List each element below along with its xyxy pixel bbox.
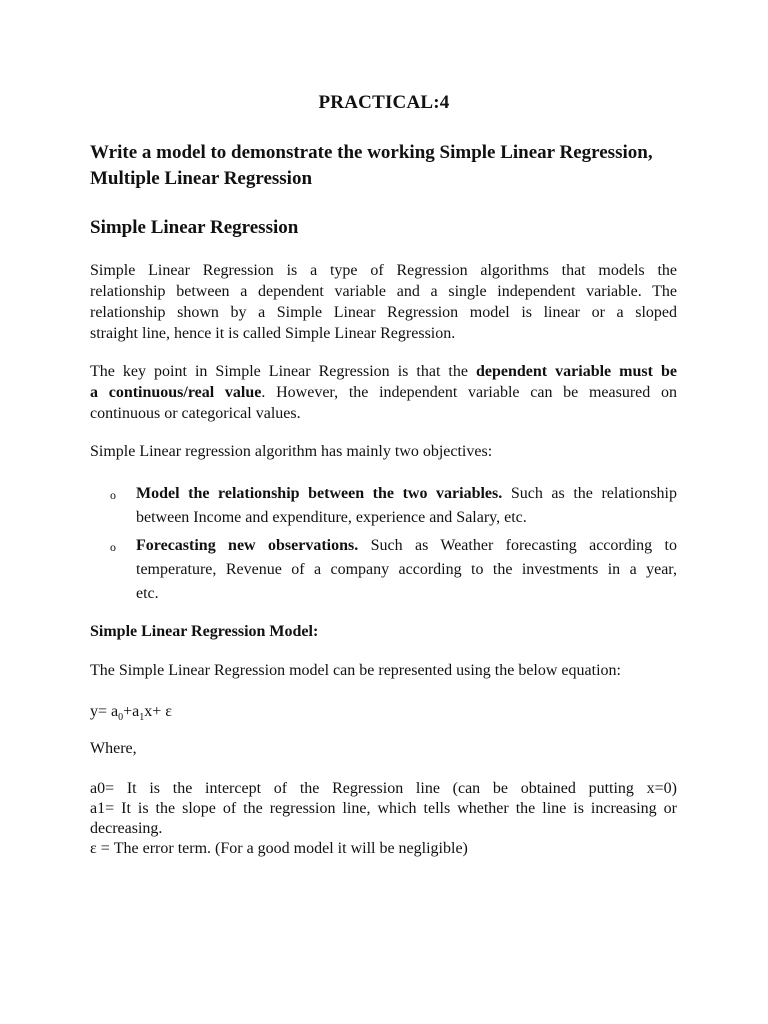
equation-prefix: y= a — [90, 703, 119, 720]
key-point-text: The key point in Simple Linear Regression is that the — [90, 363, 476, 380]
key-point-paragraph — [90, 361, 677, 424]
equation-suffix: x+ ε — [144, 703, 172, 720]
bullet-1-line-2: between Income and expenditure, experience and Salary, etc. — [136, 509, 527, 526]
bullet-circle-icon: o — [110, 488, 116, 502]
equation-mid: +a — [123, 703, 140, 720]
definition-a1-line-1: a1= It is the slope of the regression line, which tells whether the line is increasing or — [90, 800, 677, 817]
practical-heading — [90, 140, 690, 192]
definitions — [90, 779, 677, 859]
model-intro: The Simple Linear Regression model can be represented using the below equation: — [90, 662, 621, 679]
where-label: Where, — [90, 740, 137, 757]
bullet-2-line-1 — [136, 534, 677, 558]
key-point-bold-1: dependent variable must be — [476, 363, 677, 380]
page-title: PRACTICAL:4 — [318, 92, 450, 113]
key-point-line-2 — [90, 382, 677, 403]
heading-line-2: Multiple Linear Regression — [90, 168, 313, 189]
equation-sub-0: 0 — [118, 712, 124, 724]
bullet-2-line-3: etc. — [136, 585, 159, 602]
key-point-bold-2: a continuous/real value — [90, 384, 262, 401]
bullet-1-line-1 — [136, 482, 677, 506]
list-item — [110, 534, 677, 606]
objectives-list — [110, 482, 677, 606]
bullet-circle-icon: o — [110, 540, 116, 554]
intro-line-4: straight line, hence it is called Simple Linear Regression. — [90, 325, 456, 342]
model-label: Simple Linear Regression Model: — [90, 623, 319, 640]
key-point-rest: . However, the independent variable can be measured on — [261, 384, 678, 401]
definition-a0: a0= It is the intercept of the Regression line (can be obtained putting x=0) — [90, 780, 677, 797]
section-title: Simple Linear Regression — [90, 217, 299, 238]
equation-sub-1: 1 — [139, 712, 145, 724]
bullet-2-rest: Such as Weather forecasting according to — [358, 537, 677, 554]
key-point-line-1 — [90, 361, 677, 382]
equation — [90, 703, 172, 723]
intro-line-3: relationship shown by a Simple Linear Regression model is linear or a sloped — [90, 304, 677, 321]
definition-error: ε = The error term. (For a good model it will be negligible) — [90, 840, 468, 857]
bullet-2-line-2: temperature, Revenue of a company according to the investments in a year, — [136, 561, 677, 578]
key-point-line-3: continuous or categorical values. — [90, 405, 301, 422]
intro-line-1: Simple Linear Regression is a type of Regression algorithms that models the — [90, 262, 677, 279]
definition-a1-line-2: decreasing. — [90, 820, 163, 837]
list-item — [110, 482, 677, 530]
intro-paragraph — [90, 260, 677, 344]
objectives-intro: Simple Linear regression algorithm has mainly two objectives: — [90, 443, 493, 460]
bullet-1-bold: Model the relationship between the two variables. — [136, 485, 503, 502]
bullet-1-rest: Such as the relationship — [502, 485, 677, 502]
heading-line-1: Write a model to demonstrate the working Simple Linear Regression, — [90, 142, 653, 163]
bullet-2-bold: Forecasting new observations. — [136, 537, 359, 554]
intro-line-2: relationship between a dependent variable and a single independent variable. The — [90, 283, 677, 300]
